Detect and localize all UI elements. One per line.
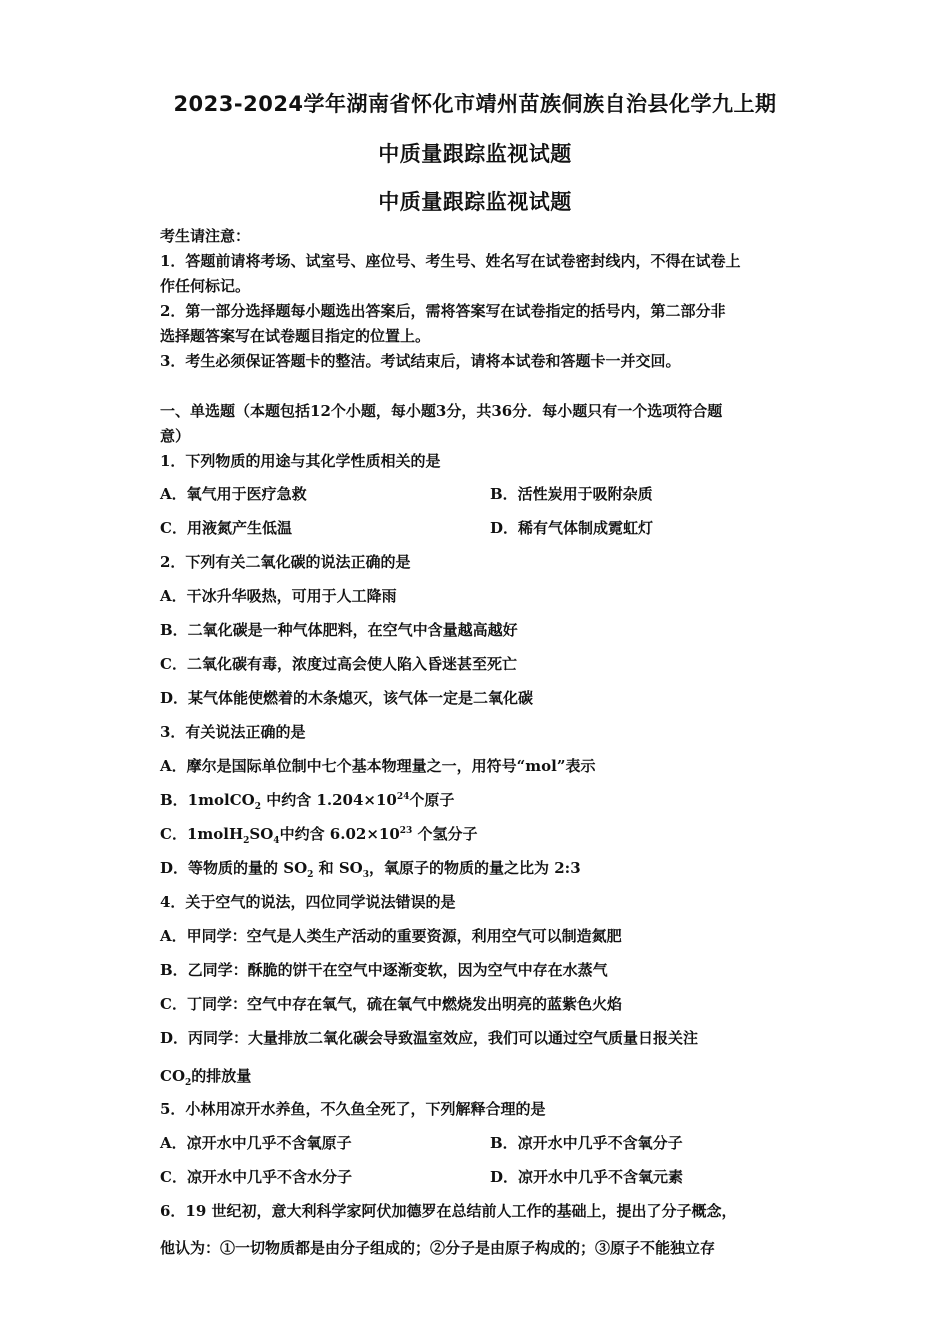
q3-c-text-mid1: SO xyxy=(249,825,274,843)
q3-c-text: C．1molH xyxy=(160,825,244,843)
section-heading: 一、单选题（本题包括12个小题，每小题3分，共36分．每小题只有一个选项符合题 xyxy=(160,402,723,420)
q4-option-d-cont xyxy=(160,1066,251,1086)
q4-d2-text-end: 的排放量 xyxy=(191,1067,252,1085)
notice-item-1: 1．答题前请将考场、试室号、座位号、考生号、姓名写在试卷密封线内，不得在试卷上 xyxy=(160,252,741,270)
notice-heading: 考生请注意： xyxy=(160,227,251,245)
q3-d-subscript-1: 2 xyxy=(307,870,314,880)
q2-stem: 2．下列有关二氧化碳的说法正确的是 xyxy=(160,553,411,571)
exam-title-line-1: 2023-2024学年湖南省怀化市靖州苗族侗族自治县化学九上期 xyxy=(173,92,777,116)
q5-stem: 5．小林用凉开水养鱼，不久鱼全死了，下列解释合理的是 xyxy=(160,1100,546,1118)
q1-option-c: C．用液氮产生低温 xyxy=(160,519,292,537)
q3-b-text-mid: 中约含 1.204×10 xyxy=(260,791,397,809)
q1-option-b: B．活性炭用于吸附杂质 xyxy=(490,485,653,503)
q4-option-a: A．甲同学：空气是人类生产活动的重要资源，利用空气可以制造氮肥 xyxy=(160,927,622,945)
notice-item-1-cont: 作任何标记。 xyxy=(160,277,251,295)
q2-option-b: B．二氧化碳是一种气体肥料，在空气中含量越高越好 xyxy=(160,621,518,639)
q1-option-d: D．稀有气体制成霓虹灯 xyxy=(490,519,654,537)
q3-c-superscript: 23 xyxy=(399,826,413,836)
q4-option-c: C．丁同学：空气中存在氧气，硫在氧气中燃烧发出明亮的蓝紫色火焰 xyxy=(160,995,622,1013)
q3-c-text-mid2: 中约含 6.02×10 xyxy=(279,825,400,843)
q3-b-text-end: 个原子 xyxy=(409,791,455,809)
q3-stem: 3．有关说法正确的是 xyxy=(160,723,306,741)
q3-b-text: B．1molCO xyxy=(160,791,255,809)
q2-option-c: C．二氧化碳有毒，浓度过高会使人陷入昏迷甚至死亡 xyxy=(160,655,517,673)
q4-stem: 4．关于空气的说法，四位同学说法错误的是 xyxy=(160,893,456,911)
q2-option-a: A．干冰升华吸热，可用于人工降雨 xyxy=(160,587,397,605)
q3-option-d xyxy=(160,858,581,878)
notice-item-3: 3．考生必须保证答题卡的整洁。考试结束后，请将本试卷和答题卡一并交回。 xyxy=(160,352,681,370)
q4-d2-text: CO xyxy=(160,1067,186,1085)
exam-title-line-3: 中质量跟踪监视试题 xyxy=(378,190,572,214)
q4-d2-subscript: 2 xyxy=(185,1078,192,1088)
q4-option-b: B．乙同学：酥脆的饼干在空气中逐渐变软，因为空气中存在水蒸气 xyxy=(160,961,608,979)
section-heading-cont: 意） xyxy=(160,427,191,445)
q3-c-subscript-2: 4 xyxy=(273,836,280,846)
q3-c-text-end: 个氢分子 xyxy=(412,825,478,843)
q3-d-text-end: ，氧原子的物质的量之比为 2:3 xyxy=(369,859,581,877)
q1-option-a: A．氧气用于医疗急救 xyxy=(160,485,307,503)
q5-option-d: D．凉开水中几乎不含氧元素 xyxy=(490,1168,684,1186)
q5-option-c: C．凉开水中几乎不含水分子 xyxy=(160,1168,352,1186)
q6-stem-cont: 他认为：①一切物质都是由分子组成的；②分子是由原子构成的；③原子不能独立存 xyxy=(160,1239,716,1257)
q3-option-c xyxy=(160,824,478,844)
q1-stem: 1．下列物质的用途与其化学性质相关的是 xyxy=(160,452,441,470)
q3-d-text: D．等物质的量的 SO xyxy=(160,859,308,877)
q3-b-superscript: 24 xyxy=(396,792,410,802)
exam-title-line-2: 中质量跟踪监视试题 xyxy=(378,142,572,166)
notice-item-2: 2．第一部分选择题每小题选出答案后，需将答案写在试卷指定的括号内，第二部分非 xyxy=(160,302,726,320)
q3-option-a: A．摩尔是国际单位制中七个基本物理量之一，用符号“mol”表示 xyxy=(160,757,596,775)
q3-option-b xyxy=(160,790,454,810)
q6-stem: 6．19 世纪初，意大利科学家阿伏加德罗在总结前人工作的基础上，提出了分子概念， xyxy=(160,1202,737,1220)
q2-option-d: D．某气体能使燃着的木条熄灭，该气体一定是二氧化碳 xyxy=(160,689,534,707)
notice-item-2-cont: 选择题答案写在试卷题目指定的位置上。 xyxy=(160,327,431,345)
q5-option-b: B．凉开水中几乎不含氧分子 xyxy=(490,1134,683,1152)
q3-d-subscript-2: 3 xyxy=(362,870,370,880)
q3-d-text-mid: 和 SO xyxy=(313,859,363,877)
q3-c-subscript-1: 2 xyxy=(243,836,250,846)
q3-b-subscript: 2 xyxy=(254,802,261,812)
q4-option-d: D．丙同学：大量排放二氧化碳会导致温室效应，我们可以通过空气质量日报关注 xyxy=(160,1029,699,1047)
q5-option-a: A．凉开水中几乎不含氧原子 xyxy=(160,1134,352,1152)
